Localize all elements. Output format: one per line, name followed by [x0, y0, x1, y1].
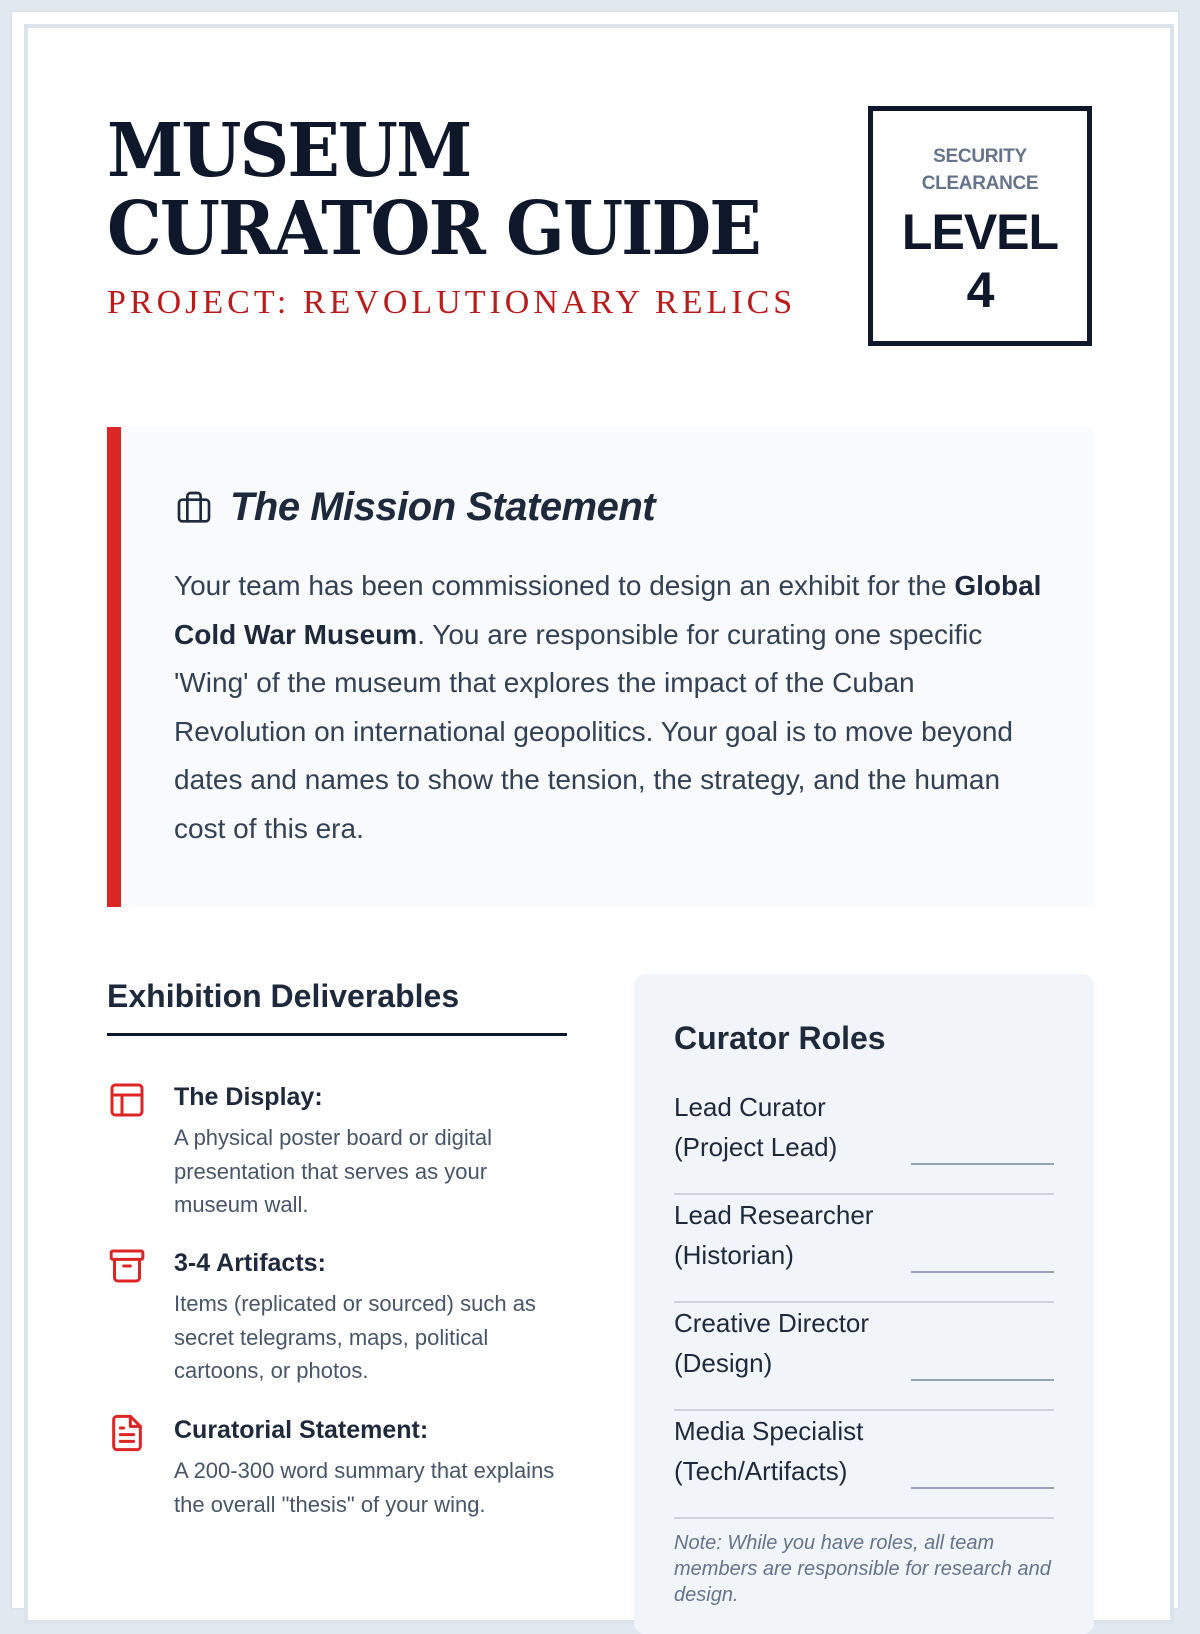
badge-label-line-1: SECURITY [933, 146, 1027, 167]
deliverable-label: 3-4 Artifacts: [174, 1249, 326, 1277]
deliverables-heading: Exhibition Deliverables [107, 978, 460, 1014]
title-line-1: MUSEUM [107, 108, 471, 194]
deliverable-description: Items (replicated or sourced) such as secret telegrams, maps, political cartoons, or photos. [174, 1291, 536, 1383]
roles-note: Note: While you have roles, all team members are responsible for research and design. [674, 1532, 1051, 1606]
badge-level-number: 4 [966, 262, 994, 318]
badge-label-line-2: CLEARANCE [921, 173, 1039, 194]
title-line-2: CURATOR GUIDE [107, 186, 760, 272]
role-row-lead-curator [674, 1087, 1054, 1195]
role-signature-line[interactable] [911, 1379, 1054, 1381]
project-subtitle: PROJECT: REVOLUTIONARY RELICS [107, 284, 797, 321]
deliverable-label: The Display: [174, 1083, 323, 1111]
document-icon [107, 1413, 147, 1453]
mission-header [174, 485, 655, 530]
deliverable-description: A physical poster board or digital presentation that serves as your museum wall. [174, 1125, 492, 1217]
badge-level-label: LEVEL [901, 204, 1059, 260]
role-signature-line[interactable] [911, 1163, 1054, 1165]
layout-icon [107, 1080, 147, 1120]
mission-body [174, 562, 1054, 853]
role-row-lead-researcher [674, 1195, 1054, 1303]
briefcase-icon [174, 488, 214, 528]
role-signature-line[interactable] [911, 1487, 1054, 1489]
mission-title: The Mission Statement [230, 485, 656, 529]
curator-roles-panel [634, 974, 1094, 1634]
role-row-creative-director [674, 1303, 1054, 1411]
deliverable-label: Curatorial Statement: [174, 1416, 429, 1444]
role-name: Media Specialist (Tech/Artifacts) [674, 1416, 864, 1486]
deliverables-divider [107, 1033, 567, 1036]
mission-body-intro: Your team has been commissioned to design an exhibit for the [174, 570, 955, 601]
page-title [107, 108, 760, 272]
archive-icon [107, 1246, 147, 1286]
roles-heading: Curator Roles [674, 1020, 886, 1056]
role-name: Creative Director (Design) [674, 1308, 870, 1378]
badge-level [873, 203, 1087, 319]
mission-body-museum-name: Global Cold War Museum [174, 570, 1042, 650]
role-signature-line[interactable] [911, 1271, 1054, 1273]
role-name: Lead Curator (Project Lead) [674, 1092, 838, 1162]
deliverable-description: A 200-300 word summary that explains the overall "thesis" of your wing. [174, 1458, 555, 1517]
mission-body-rest: . You are responsible for curating one specific 'Wing' of the museum that explores the impact of the Cuban Revolution on international geopolitics. Your goal is to move beyond dates and names to show the tension, the strategy, and the human cost of this era. [174, 618, 1014, 844]
security-clearance-badge [868, 106, 1092, 346]
role-name: Lead Researcher (Historian) [674, 1200, 874, 1270]
role-row-media-specialist [674, 1411, 1054, 1519]
badge-label [873, 143, 1087, 197]
mission-statement-panel [107, 427, 1093, 907]
